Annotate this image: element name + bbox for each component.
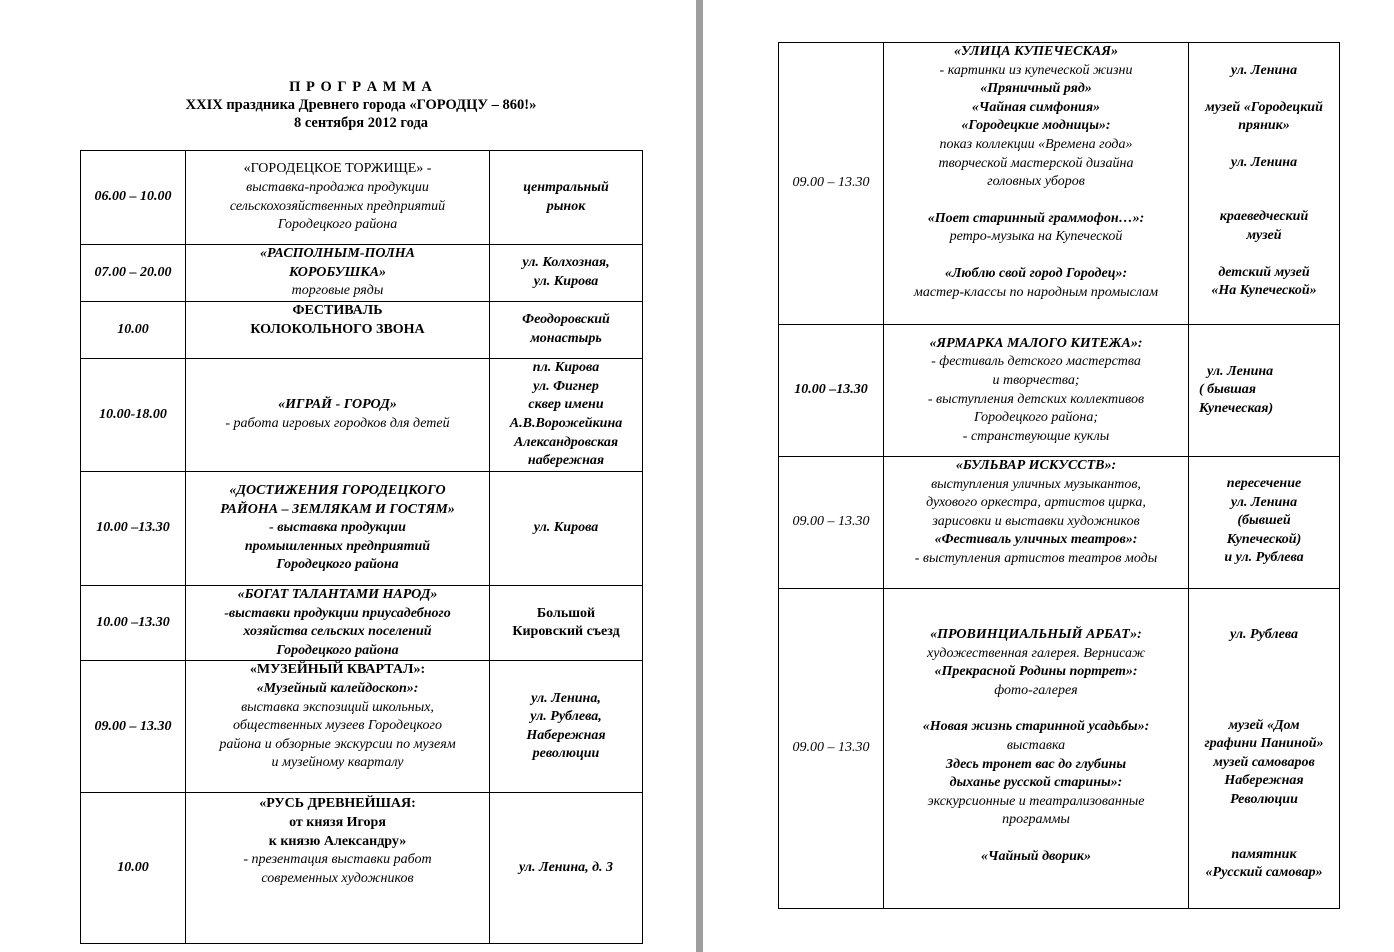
- event-title: «РАСПОЛНЫМ-ПОЛНА: [260, 246, 415, 262]
- place-text: музей: [1246, 227, 1282, 243]
- place-text: детский музей: [1218, 264, 1310, 280]
- time-cell: 07.00 – 20.00: [81, 245, 186, 302]
- place-text: графини Паниной»: [1204, 736, 1324, 752]
- place-cell: [490, 302, 643, 359]
- place-text: Революции: [1230, 791, 1298, 807]
- place-text: ( бывшая: [1199, 382, 1256, 398]
- time-cell: 09.00 – 13.30: [779, 457, 884, 589]
- place-text: монастырь: [530, 331, 602, 346]
- program-subtitle: XXIX праздника Древнего города «ГОРОДЦУ – 860!»: [185, 97, 537, 113]
- place-text: музей «Дом: [1228, 717, 1300, 733]
- place-text: памятник: [1231, 846, 1297, 862]
- place-cell: [490, 586, 643, 661]
- table-row: [81, 586, 643, 661]
- place-cell: [490, 245, 643, 302]
- event-cell: [186, 793, 490, 944]
- event-cell: [186, 359, 490, 472]
- time-cell: 10.00: [81, 793, 186, 944]
- time-cell: 09.00 – 13.30: [779, 43, 884, 325]
- spacer: [1192, 645, 1336, 663]
- event-text: зарисовки и выставки художников: [932, 513, 1140, 529]
- spacer: [1192, 190, 1336, 208]
- table-row: [81, 245, 643, 302]
- event-text: художественная галерея. Вернисаж: [927, 645, 1145, 661]
- event-text: - странствующие куклы: [962, 428, 1110, 444]
- place-text: «На Купеческой»: [1211, 283, 1317, 299]
- spacer: [1192, 810, 1336, 828]
- place-text: пряник»: [1238, 118, 1290, 134]
- time-cell: 10.00 –13.30: [81, 472, 186, 586]
- table-row: [81, 359, 643, 472]
- place-text: ул. Кирова: [533, 274, 599, 289]
- place-cell: [490, 359, 643, 472]
- event-title: «БУЛЬВАР ИСКУССТВ»:: [955, 458, 1117, 473]
- event-text: выставка экспозиций школьных,: [241, 699, 434, 715]
- event-text: выставка: [1006, 737, 1066, 753]
- table-row: [779, 457, 1340, 589]
- event-text: духового оркестра, артистов цирка,: [926, 495, 1146, 511]
- place-text: ул. Фигнер: [533, 378, 599, 394]
- table-row: [779, 589, 1340, 909]
- place-text: революции: [532, 746, 600, 762]
- place-text: краеведческий: [1219, 209, 1309, 225]
- event-text: Городецкого района: [276, 557, 399, 573]
- event-title: ФЕСТИВАЛЬ: [292, 303, 383, 318]
- event-title: «ИГРАЙ - ГОРОД»: [278, 397, 397, 413]
- place-text: Набережная: [1224, 773, 1304, 789]
- event-title: «БОГАТ ТАЛАНТАМИ НАРОД»: [237, 587, 438, 602]
- time-cell: 09.00 – 13.30: [81, 661, 186, 793]
- event-cell: [884, 325, 1189, 457]
- event-cell: [186, 472, 490, 586]
- spacer: [887, 192, 1185, 210]
- place-cell: [490, 472, 643, 586]
- place-text: Купеческая): [1199, 400, 1274, 416]
- event-text: экскурсионные и театрализованные: [927, 793, 1145, 809]
- event-text: - выставка продукции: [269, 520, 406, 536]
- spacer: [1192, 172, 1336, 190]
- table-row: [81, 661, 643, 793]
- spacer: [1192, 828, 1336, 846]
- event-text: промышленных предприятий: [244, 538, 431, 554]
- event-title: КОРОБУШКА»: [288, 264, 387, 280]
- event-cell: [186, 661, 490, 793]
- event-subtitle: «Чайная симфония»: [971, 99, 1101, 115]
- spacer: [1192, 699, 1336, 717]
- event-title: от князя Игоря: [289, 814, 386, 830]
- time-cell: 09.00 – 13.30: [779, 589, 884, 909]
- spacer: [1192, 681, 1336, 699]
- event-title: «УЛИЦА КУПЕЧЕСКАЯ»: [954, 44, 1118, 59]
- place-text: ул. Ленина: [1230, 494, 1298, 510]
- spacer: [1192, 663, 1336, 681]
- event-text: - презентация выставки работ: [243, 852, 432, 868]
- event-subtitle: «Городецкие модницы»:: [961, 118, 1111, 134]
- event-text: - выступления артистов театров моды: [914, 550, 1158, 566]
- event-subtitle: «Фестиваль уличных театров»:: [934, 532, 1138, 548]
- program-title: П Р О Г Р А М М А: [289, 79, 433, 95]
- document-page-2: [703, 0, 1394, 952]
- event-text: Городецкого района: [277, 217, 398, 233]
- event-cell: [186, 151, 490, 245]
- place-text: Кировский съезд: [512, 624, 620, 640]
- event-text: - работа игровых городков для детей: [225, 416, 450, 431]
- place-cell: [1189, 43, 1340, 325]
- place-cell: [490, 151, 643, 245]
- spacer: [887, 700, 1185, 718]
- event-text: - картинки из купеческой жизни: [939, 62, 1133, 78]
- event-text: ретро-музыка на Купеческой: [949, 229, 1123, 245]
- event-text: хозяйства сельских поселений: [243, 624, 432, 640]
- place-text: ул. Ленина: [1230, 63, 1298, 78]
- table-row: [779, 325, 1340, 457]
- event-cell: [186, 586, 490, 661]
- time-cell: 10.00 –13.30: [779, 325, 884, 457]
- event-text: Городецкого района: [276, 642, 399, 658]
- time-cell: 10.00-18.00: [81, 359, 186, 472]
- place-text: музей «Городецкий: [1205, 99, 1323, 115]
- place-text: (бывшей: [1237, 513, 1291, 529]
- event-subtitle: «Пряничный ряд»: [980, 81, 1092, 97]
- spacer: [887, 830, 1185, 848]
- spacer: [1192, 246, 1336, 264]
- event-subtitle: «Люблю свой город Городец»:: [944, 265, 1128, 281]
- event-subtitle: «Поет старинный граммофон…»:: [927, 210, 1145, 226]
- table-row: [81, 151, 643, 245]
- place-text: ул. Ленина,: [531, 690, 601, 706]
- event-title: «МУЗЕЙНЫЙ КВАРТАЛ»:: [249, 662, 426, 678]
- place-cell: [490, 793, 643, 944]
- time-cell: 10.00: [81, 302, 186, 359]
- table-row: [81, 302, 643, 359]
- place-text: музей самоваров: [1213, 754, 1315, 770]
- place-text: ул. Кирова: [533, 520, 599, 536]
- place-cell: [1189, 589, 1340, 909]
- event-text: выставка-продажа продукции: [246, 179, 429, 195]
- place-text: сквер имени: [528, 397, 604, 413]
- place-text: пересечение: [1226, 476, 1302, 491]
- event-text: Городецкого района;: [973, 410, 1099, 426]
- event-title: «ЯРМАРКА МАЛОГО КИТЕЖА»:: [929, 335, 1143, 351]
- place-text: пл. Кирова: [532, 360, 600, 376]
- event-cell: [884, 457, 1189, 589]
- event-text: головных уборов: [987, 174, 1085, 190]
- place-text: Феодоровский: [522, 312, 610, 328]
- event-cell: [884, 589, 1189, 909]
- place-cell: [490, 661, 643, 793]
- event-text: - фестиваль детского мастерства: [931, 354, 1141, 370]
- place-text: ул. Рублева: [1230, 627, 1298, 642]
- event-subtitle: «Новая жизнь старинной усадьбы»:: [922, 719, 1150, 735]
- place-cell: [1189, 325, 1340, 457]
- place-text: Купеческой): [1226, 531, 1302, 547]
- time-cell: 06.00 – 10.00: [81, 151, 186, 245]
- event-cell: [186, 245, 490, 302]
- event-subtitle: «Прекрасной Родины портрет»:: [934, 664, 1138, 680]
- place-text: «Русский самовар»: [1205, 865, 1323, 881]
- event-text: выступления уличных музыкантов,: [931, 476, 1141, 492]
- event-text: мастер-классы по народным промыслам: [913, 284, 1159, 300]
- place-text: ул. Ленина: [1207, 363, 1274, 379]
- event-text: и музейному кварталу: [271, 755, 404, 771]
- event-text: и творчества;: [992, 372, 1080, 388]
- event-cell: [884, 43, 1189, 325]
- event-text: творческой мастерской дизайна: [938, 155, 1134, 171]
- event-title: РАЙОНА – ЗЕМЛЯКАМ И ГОСТЯМ»: [220, 501, 455, 517]
- spacer: [1192, 136, 1336, 154]
- place-text: рынок: [546, 198, 586, 214]
- document-page-1: [0, 0, 696, 952]
- place-text: и ул. Рублева: [1224, 550, 1304, 566]
- event-text: - выступления детских коллективов: [927, 391, 1145, 407]
- event-text: района и обзорные экскурсии по музеям: [219, 736, 456, 752]
- event-title: «ГОРОДЕЦКОЕ ТОРЖИЩЕ» -: [243, 161, 432, 177]
- schedule-table-1: [80, 150, 643, 944]
- event-title: «ПРОВИНЦИАЛЬНЫЙ АРБАТ»:: [930, 627, 1142, 642]
- event-title: «ДОСТИЖЕНИЯ ГОРОДЕЦКОГО: [229, 483, 446, 499]
- spacer: [887, 247, 1185, 265]
- event-text: сельскохозяйственных предприятий: [229, 198, 446, 214]
- place-text: центральный: [523, 179, 609, 195]
- event-subtitle: «Чайный дворик»: [981, 848, 1091, 864]
- event-cell: [186, 302, 490, 359]
- table-row: [81, 472, 643, 586]
- event-text: фото-галерея: [994, 682, 1078, 698]
- schedule-table-2: [778, 42, 1340, 909]
- event-subtitle: дыханье русской старины»:: [949, 775, 1123, 791]
- table-row: [81, 793, 643, 944]
- place-text: Большой: [536, 605, 596, 621]
- event-text: -выставки продукции приусадебного: [224, 605, 451, 621]
- place-text: ул. Рублева,: [530, 709, 602, 725]
- place-cell: [1189, 457, 1340, 589]
- event-text: общественных музеев Городецкого: [233, 718, 442, 734]
- spacer: [1192, 81, 1336, 99]
- program-date: 8 сентября 2012 года: [293, 115, 429, 131]
- event-title: КОЛОКОЛЬНОГО ЗВОНА: [250, 321, 425, 337]
- place-text: ул. Ленина, д. 3: [518, 860, 614, 876]
- event-text: торговые ряды: [291, 283, 384, 299]
- event-text: показ коллекции «Времена года»: [939, 136, 1133, 152]
- event-subtitle: «Музейный калейдоскоп»:: [256, 680, 419, 696]
- event-title: к князю Александру»: [268, 833, 407, 849]
- program-header: [80, 78, 642, 132]
- place-text: А.В.Ворожейкина: [509, 416, 623, 431]
- place-text: набережная: [527, 453, 605, 469]
- table-row: [779, 43, 1340, 325]
- place-text: Набережная: [526, 727, 606, 743]
- place-text: ул. Ленина: [1230, 154, 1298, 170]
- event-subtitle: Здесь тронет вас до глубины: [945, 756, 1127, 772]
- time-cell: 10.00 –13.30: [81, 586, 186, 661]
- event-title: «РУСЬ ДРЕВНЕЙШАЯ:: [259, 796, 416, 812]
- event-text: современных художников: [261, 870, 414, 886]
- place-text: Александровская: [513, 434, 619, 450]
- place-text: ул. Колхозная,: [522, 255, 610, 271]
- event-text: программы: [1002, 812, 1070, 828]
